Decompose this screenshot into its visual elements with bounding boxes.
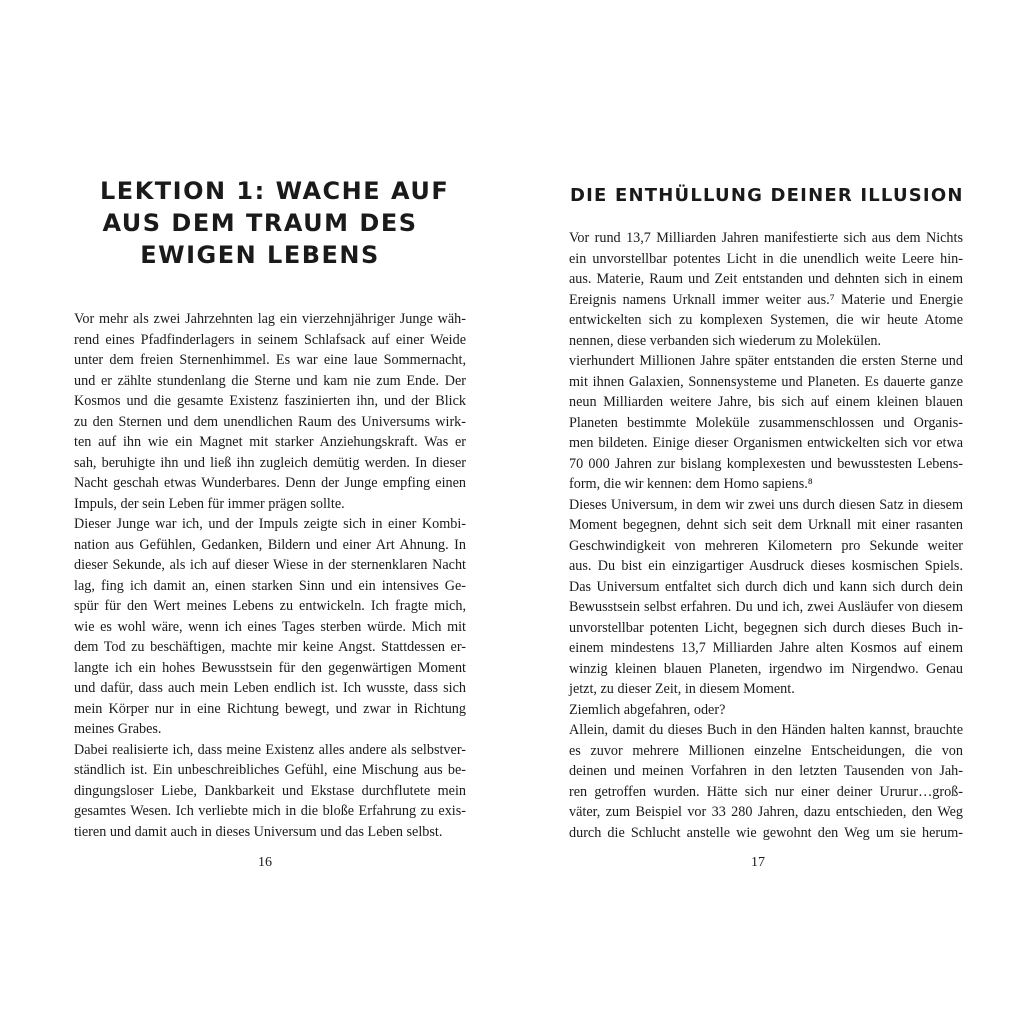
text-line: ständlich ist. Ein unbeschreibliches Gefühl, eine Mischung aus be- xyxy=(74,762,466,778)
text-line: aus. Materie, Raum und Zeit entstanden und dehnten sich in einem xyxy=(569,271,963,287)
chapter-title-line: LEKTION 1: WACHE AUF xyxy=(100,177,450,205)
text-line: wie es wohl wäre, wenn ich eines Tages sterben würde. Mich mit xyxy=(74,618,466,635)
text-line: Planeten bestimmte Moleküle zusammenschlossen und Organis- xyxy=(569,414,963,431)
text-line: rend eines Pfadfinderlagers in seinem Schlafsack auf einer Weide xyxy=(74,331,466,348)
text-line: Kosmos und die gesamte Existenz faszinierten ihn, und der Blick xyxy=(74,393,466,409)
text-line: durch die Schlucht anstelle wie gewohnt den Weg um sie herum- xyxy=(569,824,963,841)
text-line: dem Tod zu beschäftigen, machte mir keine Angst. Stattdessen er- xyxy=(74,639,466,655)
section-title: DIE ENTHÜLLUNG DEINER ILLUSION xyxy=(570,185,964,206)
text-line: Nacht geschah etwas Wunderbares. Denn der Junge empfing einen xyxy=(74,475,466,491)
page-number: 17 xyxy=(751,855,765,870)
text-line: aus. Du bist ein einzigartiger Ausdruck dieses kosmischen Spiels. xyxy=(569,558,963,574)
text-line: es zuvor mehrere Millionen einzelne Entscheidungen, die von xyxy=(569,742,963,759)
text-line: meines Grabes. xyxy=(74,721,162,737)
text-line: ten auf ihn wie ein Magnet mit starker Anziehungskraft. Was er xyxy=(74,434,466,450)
text-line: lag, fing ich damit an, einen starken Sinn und ein intensives Ge- xyxy=(74,577,466,594)
text-line: nennen, diese verbanden sich wiederum zu Molekülen. xyxy=(569,332,882,349)
chapter-title-line: AUS DEM TRAUM DES xyxy=(102,209,418,237)
text-line: ren getroffen wurden. Hätte sich nur einer deiner Ururur…groß- xyxy=(569,783,963,800)
text-line: winzig kleinen blauen Planeten, irgendwo im Nirgendwo. Genau xyxy=(569,660,963,677)
left-body-text xyxy=(74,309,466,842)
text-line: vierhundert Millionen Jahre später entstanden die ersten Sterne und xyxy=(569,353,963,369)
text-line: dieser Sekunde, als ich auf dieser Wiese in der sternenklaren Nacht xyxy=(74,557,466,573)
text-line: väter, zum Beispiel vor 33 280 Jahren, dazu entschieden, den Weg xyxy=(569,804,963,820)
text-line: dingungsloser Liebe, Dankbarkeit und Ekstase durchflutete mein xyxy=(74,782,466,799)
text-line: Geschwindigkeit von mehreren Kilometern pro Sekunde weiter xyxy=(569,537,963,554)
text-line: zu den Sternen und dem unendlichen Raum des Universums wirk- xyxy=(74,413,466,430)
page-number: 16 xyxy=(258,855,272,870)
text-line: jetzt, zu dieser Zeit, in diesem Moment. xyxy=(569,681,795,697)
text-line: Dieser Junge war ich, und der Impuls zeigte sich in einer Kombi- xyxy=(74,516,466,532)
text-line: Moment begegnen, dehnt sich seit dem Urknall mit einer rasanten xyxy=(569,517,963,533)
text-line: form, die wir kennen: dem Homo sapiens.⁸ xyxy=(569,476,813,492)
text-line: spür für den Wert meines Lebens zu entwickeln. Ich fragte mich, xyxy=(74,598,466,614)
text-line: deinen und meinen Vorfahren in den letzten Tausenden von Jah- xyxy=(569,763,963,779)
text-line: men bildeten. Einige dieser Organismen entwickelten sich vor etwa xyxy=(569,435,963,451)
text-line: entwickelten sich zu komplexen Systemen, die wir heute Atome xyxy=(569,312,963,328)
text-line: mit ihnen Galaxien, Sonnensysteme und Planeten. Es dauerte ganze xyxy=(569,373,963,390)
right-body-text xyxy=(569,228,963,843)
text-line: 70 000 Jahren zur bislang komplexesten und bewusstesten Lebens- xyxy=(569,455,963,472)
right-page xyxy=(512,0,1024,1024)
text-line: neun Milliarden weitere Jahre, bis sich auf einem kleinen blauen xyxy=(569,394,963,410)
text-line: sah, beruhigte ihn und ließ ihn zugleich demütig werden. In dieser xyxy=(74,454,466,471)
text-line: tieren und damit auch in dieses Universum und das Leben selbst. xyxy=(74,823,443,840)
text-line: Das Universum entfaltet sich durch dich und kann sich durch dein xyxy=(569,578,963,595)
text-line: und dafür, dass auch mein Leben endlich ist. Ich wusste, dass sich xyxy=(74,680,466,696)
text-line: Impuls, der sein Leben für immer prägen sollte. xyxy=(74,495,345,512)
text-line: Vor rund 13,7 Milliarden Jahren manifestierte sich aus dem Nichts xyxy=(569,230,963,246)
text-line: mein Körper nur in eine Richtung bewegt, und zwar in Richtung xyxy=(74,700,466,717)
text-line: unter dem freien Sternenhimmel. Es war eine laue Sommernacht, xyxy=(74,352,466,368)
text-line: und er zählte stundenlang die Sterne und kam nie zum Ende. Der xyxy=(74,372,466,389)
text-line: unvorstellbar potenten Licht, begegnen sich durch dieses Buch in- xyxy=(569,619,963,636)
text-line: Ziemlich abgefahren, oder? xyxy=(569,701,726,718)
text-line: einem mindestens 13,7 Milliarden Jahre alten Kosmos auf einem xyxy=(569,640,963,656)
text-line: Dieses Universum, in dem wir zwei uns durch diesen Satz in diesem xyxy=(569,496,963,513)
text-line: Vor mehr als zwei Jahrzehnten lag ein vierzehnjähriger Junge wäh- xyxy=(74,311,466,327)
text-line: Dabei realisierte ich, dass meine Existenz alles andere als selbstver- xyxy=(74,741,466,758)
text-line: Ereignis namens Urknall immer weiter aus.⁷ Materie und Energie xyxy=(569,291,963,308)
text-line: langte ich ein hohes Bewusstsein für den gegenwärtigen Moment xyxy=(74,659,466,676)
text-line: gesamtes Wesen. Ich verliebte mich in die bloße Erfahrung zu exis- xyxy=(74,803,466,819)
text-line: ein unvorstellbar potentes Licht in die unendlich weite Leere hin- xyxy=(569,250,963,267)
text-line: Bewusstsein selbst erfahren. Du und ich, zwei Ausläufer von diesem xyxy=(569,599,963,615)
text-line: Allein, damit du dieses Buch in den Händen halten kannst, brauchte xyxy=(569,722,963,738)
text-line: nation aus Gefühlen, Gedanken, Bildern und einer Art Ahnung. In xyxy=(74,536,466,553)
chapter-title-line: EWIGEN LEBENS xyxy=(140,241,380,269)
chapter-title xyxy=(100,175,450,271)
